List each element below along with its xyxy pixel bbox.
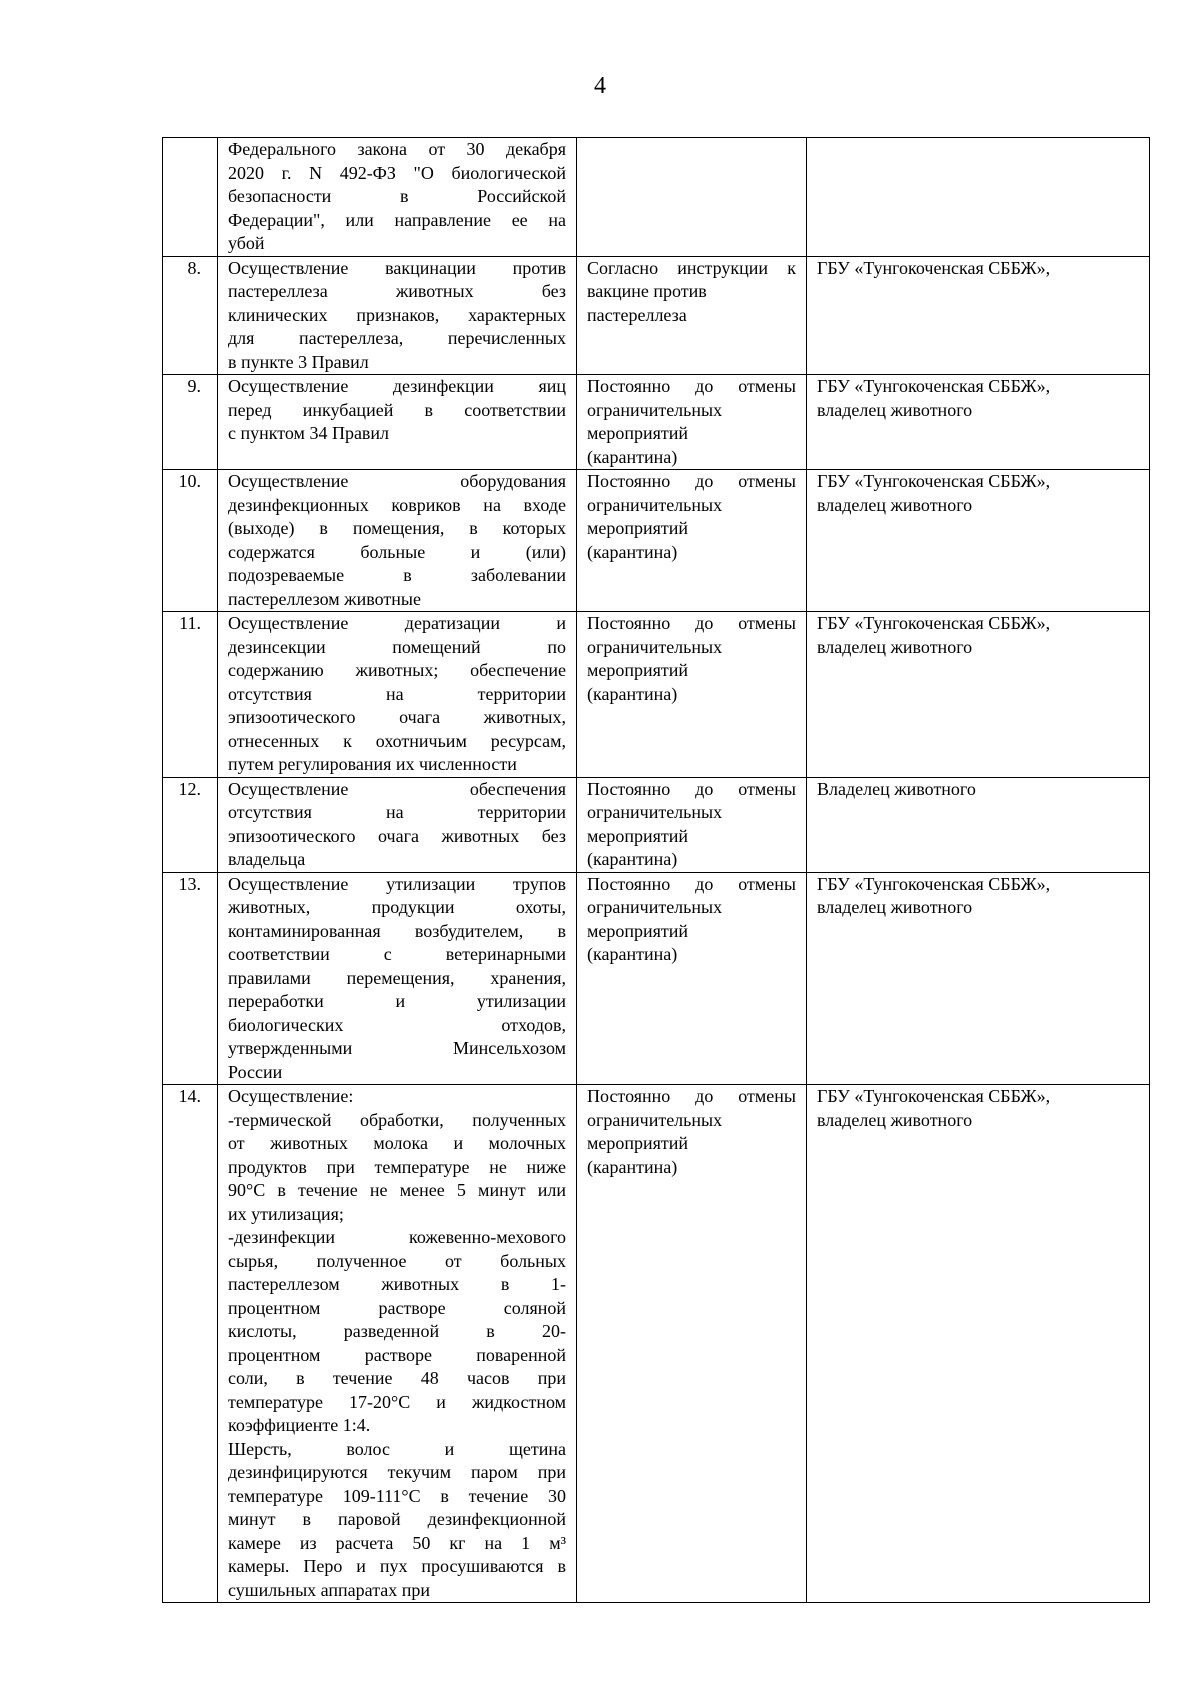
measure-line: процентном растворе соляной	[228, 1297, 566, 1318]
term-cell	[577, 872, 807, 1085]
table-row	[163, 1085, 1150, 1603]
measure-line: процентном растворе поваренной	[228, 1344, 566, 1365]
responsible-cell	[807, 612, 1150, 778]
responsible-line: Владелец животного	[817, 778, 976, 799]
row-number: 13.	[163, 872, 218, 1085]
table-row	[163, 138, 1150, 257]
measure-line: камере из расчета 50 кг на 1 м³	[228, 1532, 566, 1553]
term-line: ограничительных	[587, 802, 723, 822]
term-line: Постоянно до отмены	[587, 1086, 796, 1106]
measure-cell	[218, 138, 577, 257]
responsible-line: ГБУ «Тунгокоченская СББЖ»,	[817, 471, 1051, 491]
term-line: ограничительных	[587, 897, 723, 917]
measure-line: продуктов при температуре не ниже	[228, 1156, 566, 1177]
row-number: 10.	[163, 470, 218, 612]
table-row	[163, 470, 1150, 612]
responsible-line: ГБУ «Тунгокоченская СББЖ»,	[817, 873, 1051, 894]
page-number: 4	[594, 73, 606, 99]
measure-line: с пунктом 34 Правил	[228, 423, 390, 443]
row-number: 14.	[163, 1085, 218, 1603]
term-cell	[577, 777, 807, 872]
table-row	[163, 872, 1150, 1085]
measure-line: владельца	[228, 849, 306, 869]
measure-line: Осуществление дератизации и	[228, 613, 566, 633]
responsible-line: владелец животного	[817, 494, 973, 515]
measure-line: Осуществление обеспечения	[228, 778, 566, 799]
measure-line: дезинсекции помещений по	[228, 636, 566, 657]
row-number	[163, 138, 218, 257]
measure-line: от животных молока и молочных	[228, 1133, 566, 1153]
measure-line: кислоты, разведенной в 20-	[228, 1321, 566, 1341]
measure-line: правилами перемещения, хранения,	[228, 967, 566, 988]
measure-line: Осуществление вакцинации против	[228, 257, 566, 278]
term-line: (карантина)	[587, 1156, 678, 1177]
measure-line: минут в паровой дезинфекционной	[228, 1509, 566, 1529]
measure-line: сырья, полученное от больных	[228, 1250, 566, 1271]
measure-line: Федерального закона от 30 декабря	[228, 139, 566, 159]
measure-line: подозреваемые в заболевании	[228, 565, 566, 585]
term-line: мероприятий	[587, 1133, 689, 1153]
measure-line: пастереллеза животных без	[228, 281, 566, 301]
term-line: пастереллеза	[587, 304, 687, 325]
measure-line: соответствии с ветеринарными	[228, 944, 566, 964]
measure-line: содержанию животных; обеспечение	[228, 660, 566, 680]
measure-line: России	[228, 1061, 283, 1082]
term-line: (карантина)	[587, 446, 678, 467]
responsible-line: ГБУ «Тунгокоченская СББЖ»,	[817, 613, 1051, 633]
responsible-line: ГБУ «Тунгокоченская СББЖ»,	[817, 1086, 1051, 1106]
responsible-cell	[807, 1085, 1150, 1603]
measure-line: эпизоотического очага животных без	[228, 825, 566, 846]
term-line: вакцине против	[587, 281, 707, 301]
term-cell	[577, 256, 807, 375]
measure-line: Шерсть, волос и щетина	[228, 1438, 566, 1459]
term-cell	[577, 1085, 807, 1603]
term-cell	[577, 138, 807, 257]
measure-line: температуре 17-20°C и жидкостном	[228, 1391, 566, 1412]
term-line: мероприятий	[587, 660, 689, 680]
measure-line: содержатся больные и (или)	[228, 541, 566, 562]
measure-line: 90°C в течение не менее 5 минут или	[228, 1180, 566, 1200]
row-number: 12.	[163, 777, 218, 872]
row-number: 8.	[163, 256, 218, 375]
term-cell	[577, 612, 807, 778]
measure-line: 2020 г. N 492-ФЗ "О биологической	[228, 162, 566, 183]
measure-line: путем регулирования их численности	[228, 754, 517, 774]
responsible-line: ГБУ «Тунгокоченская СББЖ»,	[817, 376, 1051, 396]
measure-line: контаминированная возбудителем, в	[228, 920, 566, 941]
term-line: (карантина)	[587, 849, 678, 869]
term-line: ограничительных	[587, 636, 723, 657]
term-cell	[577, 375, 807, 470]
responsible-line: владелец животного	[817, 636, 973, 657]
measure-cell	[218, 375, 577, 470]
measure-line: отсутствия на территории	[228, 802, 566, 822]
measure-line: биологических отходов,	[228, 1014, 566, 1035]
term-line: Постоянно до отмены	[587, 778, 796, 799]
measure-line: безопасности в Российской	[228, 186, 566, 206]
measure-line: отсутствия на территории	[228, 683, 566, 704]
measure-line: животных, продукции охоты,	[228, 897, 566, 917]
measure-line: отнесенных к охотничьим ресурсам,	[228, 730, 566, 751]
term-line: Постоянно до отмены	[587, 873, 796, 894]
measure-line: соли, в течение 48 часов при	[228, 1368, 566, 1388]
term-line: Постоянно до отмены	[587, 471, 796, 491]
measure-cell	[218, 256, 577, 375]
measure-line: -дезинфекции кожевенно-мехового	[228, 1227, 566, 1247]
measure-line: -термической обработки, полученных	[228, 1109, 566, 1130]
measure-line: коэффициенте 1:4.	[228, 1415, 371, 1435]
term-line: ограничительных	[587, 399, 723, 420]
measure-line: (выходе) в помещения, в которых	[228, 518, 566, 538]
responsible-cell	[807, 375, 1150, 470]
term-line: Постоянно до отмены	[587, 613, 796, 633]
responsible-line: ГБУ «Тунгокоченская СББЖ»,	[817, 257, 1051, 278]
term-line: Согласно инструкции к	[587, 257, 796, 278]
measure-line: Осуществление оборудования	[228, 471, 566, 491]
responsible-cell	[807, 470, 1150, 612]
responsible-line: владелец животного	[817, 897, 973, 917]
row-number: 9.	[163, 375, 218, 470]
responsible-line: владелец животного	[817, 1109, 973, 1130]
measure-line: камеры. Перо и пух просушиваются в	[228, 1556, 566, 1576]
measure-line: пастереллезом животные	[228, 588, 421, 609]
term-line: (карантина)	[587, 683, 678, 704]
measure-line: пастереллезом животных в 1-	[228, 1274, 566, 1294]
responsible-cell	[807, 872, 1150, 1085]
term-line: Постоянно до отмены	[587, 376, 796, 396]
term-line: ограничительных	[587, 494, 723, 515]
measure-line: сушильных аппаратах при	[228, 1579, 431, 1600]
measure-line: переработки и утилизации	[228, 991, 566, 1011]
measure-line: утвержденными Минсельхозом	[228, 1038, 566, 1058]
term-line: (карантина)	[587, 541, 678, 562]
term-line: мероприятий	[587, 920, 689, 941]
term-line: мероприятий	[587, 518, 689, 538]
responsible-cell	[807, 256, 1150, 375]
measure-cell	[218, 1085, 577, 1603]
measure-line: их утилизация;	[228, 1203, 344, 1224]
term-line: (карантина)	[587, 944, 678, 964]
measures-table-body	[163, 138, 1150, 1603]
table-row	[163, 612, 1150, 778]
measure-cell	[218, 777, 577, 872]
measure-line: дезинфицируются текучим паром при	[228, 1462, 566, 1482]
measure-line: убой	[228, 233, 265, 253]
row-number: 11.	[163, 612, 218, 778]
measure-line: Федерации", или направление ее на	[228, 209, 566, 230]
measure-cell	[218, 872, 577, 1085]
term-line: мероприятий	[587, 825, 689, 846]
responsible-line: владелец животного	[817, 399, 973, 420]
table-row	[163, 375, 1150, 470]
measure-line: перед инкубацией в соответствии	[228, 399, 566, 420]
responsible-cell	[807, 777, 1150, 872]
responsible-cell	[807, 138, 1150, 257]
measure-line: эпизоотического очага животных,	[228, 707, 566, 727]
measure-line: температуре 109-111°C в течение 30	[228, 1485, 566, 1506]
term-line: ограничительных	[587, 1109, 723, 1130]
measure-line: Осуществление дезинфекции яиц	[228, 376, 566, 396]
measure-line: Осуществление:	[228, 1086, 354, 1106]
term-line: мероприятий	[587, 423, 689, 443]
term-cell	[577, 470, 807, 612]
measure-line: дезинфекционных ковриков на входе	[228, 494, 566, 515]
table-row	[163, 777, 1150, 872]
measure-cell	[218, 470, 577, 612]
measures-table	[162, 137, 1150, 1603]
measure-line: в пункте 3 Правил	[228, 351, 369, 372]
measure-line: клинических признаков, характерных	[228, 304, 566, 325]
measure-line: Осуществление утилизации трупов	[228, 873, 566, 894]
measure-cell	[218, 612, 577, 778]
table-row	[163, 256, 1150, 375]
measure-line: для пастереллеза, перечисленных	[228, 328, 566, 348]
